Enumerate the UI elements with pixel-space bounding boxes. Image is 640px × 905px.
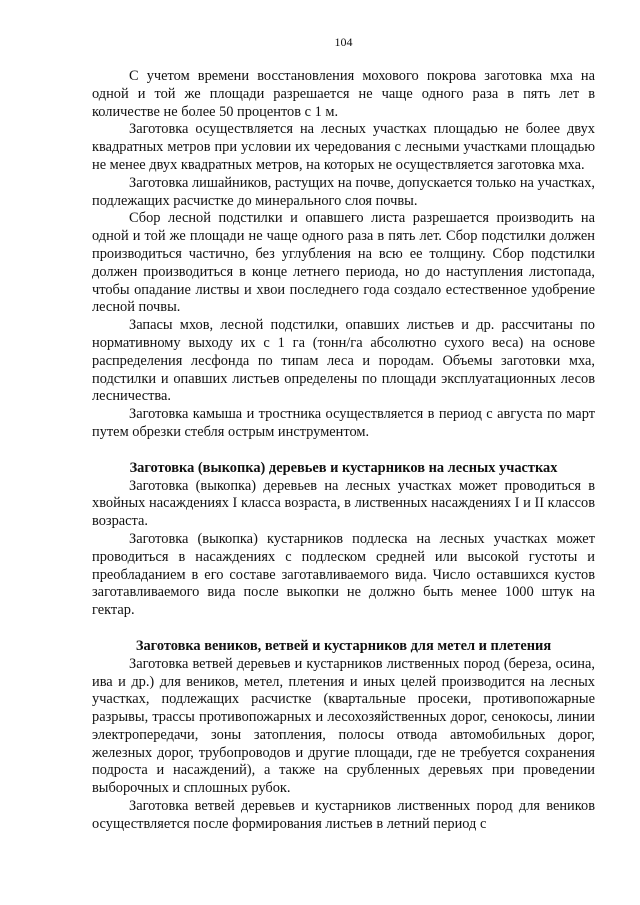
paragraph: С учетом времени восстановления мохового покрова заготовка мха на одной и той же площади разрешается не чаще одного раза в пять лет в количестве не более 50 процентов с 1 м. (92, 68, 595, 120)
document-page (92, 34, 595, 834)
paragraph: Заготовка лишайников, растущих на почве, допускается только на участках, подлежащих расчистке до минерального слоя почвы. (92, 174, 595, 209)
paragraph: Заготовка камыша и тростника осуществляется в период с августа по март путем обрезки стебля острым инструментом. (92, 406, 595, 440)
section-heading: Заготовка веников, ветвей и кустарников для метел и плетения (135, 637, 552, 654)
page-number: 104 (334, 35, 353, 49)
paragraph: Заготовка ветвей деревьев и кустарников лиственных пород (береза, осина, ива и др.) для веников, метел, плетения и иных целей производится на лесных участках, подлежащих расчистке (квартальные просеки, противопожарные разрывы, трассы противопожарных и лесохозяйственных дорог, сенокосы, линии электропередачи, зоны затопления, полосы отвода автомобильных дорог, железных дорог, трубопроводов и другие площади, где не требуется сохранения подроста и насаждений), а также на срубленных деревьях при проведении выборочных и сплошных рубок. (92, 655, 595, 797)
section-heading: Заготовка (выкопка) деревьев и кустарников на лесных участках (129, 459, 558, 476)
paragraph: Сбор лесной подстилки и опавшего листа разрешается производить на одной и той же площади не чаще одного раза в пять лет. Сбор подстилки должен производиться частично, без углубления на всю ее толщину. Сбор подстилки должен производиться в конце летнего периода, но до наступления листопада, чтобы опадание листвы и хвои последнего года создало естественное удобрение лесной почвы. (92, 210, 595, 316)
paragraph: Заготовка (выкопка) деревьев на лесных участках может проводиться в хвойных насаждениях I класса возраста, в лиственных насаждениях I и II классов возраста. (92, 477, 595, 530)
paragraph: Заготовка осуществляется на лесных участках площадью не более двух квадратных метров при условии их чередования с лесными участками площадью не менее двух квадратных метров, на которых не осуществляется заготовка мха. (92, 121, 595, 173)
paragraph: Заготовка ветвей деревьев и кустарников лиственных пород для веников осуществляется после формирования листьев в летний период с (92, 798, 595, 832)
paragraph: Заготовка (выкопка) кустарников подлеска на лесных участках может проводиться в насаждениях с подлеском средней или высокой густоты и преобладанием в его составе заготавливаемого вида. Число оставшихся кустов заготавливаемого вида после выкопки не должно быть менее 1000 штук на гектар. (92, 530, 595, 619)
paragraph: Запасы мхов, лесной подстилки, опавших листьев и др. рассчитаны по нормативному выходу их с 1 га (тонн/га абсолютно сухого веса) на основе распределения лесфонда по типам леса и породам. Объемы заготовки мха, подстилки и опавших листьев определены по площади эксплуатационных лесов лесничества. (92, 317, 595, 405)
